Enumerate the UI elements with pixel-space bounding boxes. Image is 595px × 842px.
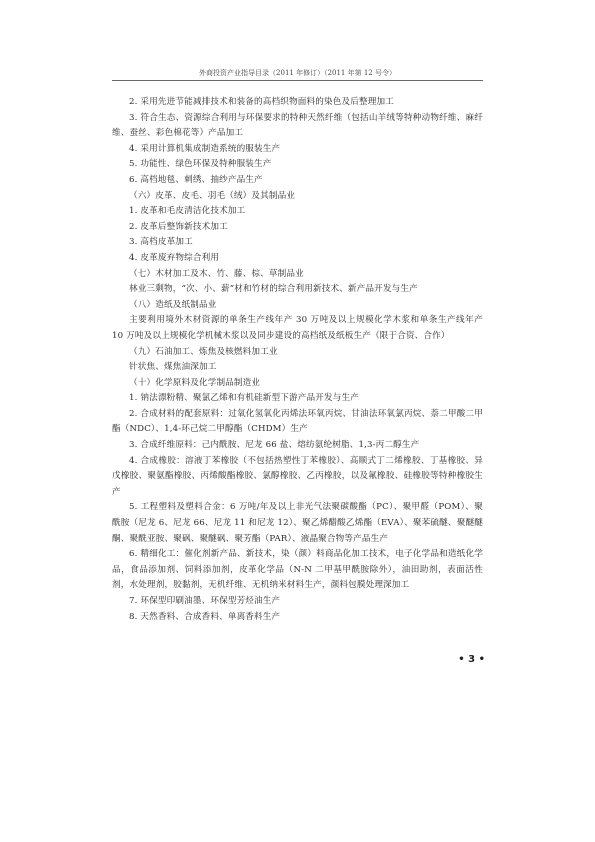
paragraph: 针状焦、煤焦油深加工 — [129, 362, 217, 373]
paragraph: 5. 功能性、绿色环保及特种服装生产 — [129, 159, 272, 170]
section-heading: （六）皮革、皮毛、羽毛（绒）及其制品业 — [129, 190, 296, 201]
paragraph: 7. 环保型印刷油墨、环保型芳烃油生产 — [129, 596, 281, 606]
paragraph: 4. 皮革废弃物综合利用 — [129, 252, 220, 263]
paragraph: 2. 皮革后整饰新技术加工 — [129, 221, 228, 232]
paragraph: 2. 采用先进节能减排技术和装备的高档织物面料的染色及后整理加工 — [129, 97, 394, 107]
paragraph: 1. 皮革和毛皮清洁化技术加工 — [129, 206, 246, 217]
paragraph: 5. 工程塑料及塑料合金：6 万吨/年及以上非光气法聚碳酸酯（PC）、聚甲醛（POM）、聚酰胺（尼龙 6、尼龙 66、尼龙 11 和尼龙 12）、聚乙烯醋酸乙烯酯（EVA）、聚苯硫醚、聚醚醚酮、聚酰亚胺、聚砜、聚醚砜、聚芳酯（PAR）、液晶聚合物等产品生产 — [112, 502, 483, 544]
paragraph: 1. 钠法漂粉精、聚氯乙烯和有机硅新型下游产品开发与生产 — [129, 393, 359, 404]
paragraph: 主要利用境外木材资源的单条生产线年产 30 万吨及以上规模化学木浆和单条生产线年产 10 万吨及以上规模化学机械木浆以及同步建设的高档纸及纸板生产（限于合资、合作） — [112, 315, 483, 341]
section-heading: （十）化学原料及化学制品制造业 — [129, 377, 261, 388]
header-divider — [112, 80, 483, 81]
body-text — [112, 95, 483, 625]
paragraph: 6. 精细化工：催化剂新产品、新技术，染（颜）料商品化加工技术，电子化学品和造纸化学品，食品添加剂、饲料添加剂，皮革化学品（N-N 二甲基甲酰胺除外），油田助剂，表面活性剂，水处理剂，胶黏剂，无机纤维、无机纳米材料生产，颜料包膜处理深加工 — [112, 549, 483, 591]
paragraph: 3. 高档皮革加工 — [129, 237, 193, 248]
section-heading: （九）石油加工、炼焦及核燃料加工业 — [129, 346, 278, 357]
paragraph: 3. 符合生态、资源综合利用与环保要求的特种天然纤维（包括山羊绒等特种动物纤维、麻纤维、蚕丝、彩色棉花等）产品加工 — [112, 112, 483, 139]
page-number: • 3 • — [458, 654, 485, 665]
section-heading: （八）造纸及纸制品业 — [129, 299, 217, 310]
paragraph: 4. 采用计算机集成制造系统的服装生产 — [129, 143, 281, 154]
running-header: 外商投资产业指导目录（2011 年修订）（2011 年第 12 号令） — [199, 69, 396, 77]
section-heading: （七）木材加工及木、竹、藤、棕、草制品业 — [129, 268, 304, 279]
paragraph: 3. 合成纤维原料：己内酰胺、尼龙 66 盐、熔纺氨纶树脂、1,3-丙二醇生产 — [129, 440, 420, 451]
paragraph: 4. 合成橡胶：溶液丁苯橡胶（不包括热塑性丁苯橡胶）、高顺式丁二烯橡胶、丁基橡胶、异戊橡胶、聚氨酯橡胶、丙烯酸酯橡胶、氯醇橡胶、乙丙橡胶，以及氟橡胶、硅橡胶等特种橡胶生产 — [112, 455, 483, 497]
paragraph: 2. 合成材料的配套原料：过氧化氢氧化丙烯法环氧丙烷、甘油法环氧氯丙烷、萘二甲酸二甲酯（NDC）、1,4-环己烷二甲醇酯（CHDM）生产 — [112, 408, 483, 435]
paragraph: 8. 天然香料、合成香料、单离香料生产 — [129, 611, 281, 622]
paragraph: 6. 高档地毯、刺绣、抽纱产品生产 — [129, 174, 263, 185]
paragraph: 林业三剩物，“次、小、薪”材和竹材的综合利用新技术、新产品开发与生产 — [129, 284, 418, 295]
